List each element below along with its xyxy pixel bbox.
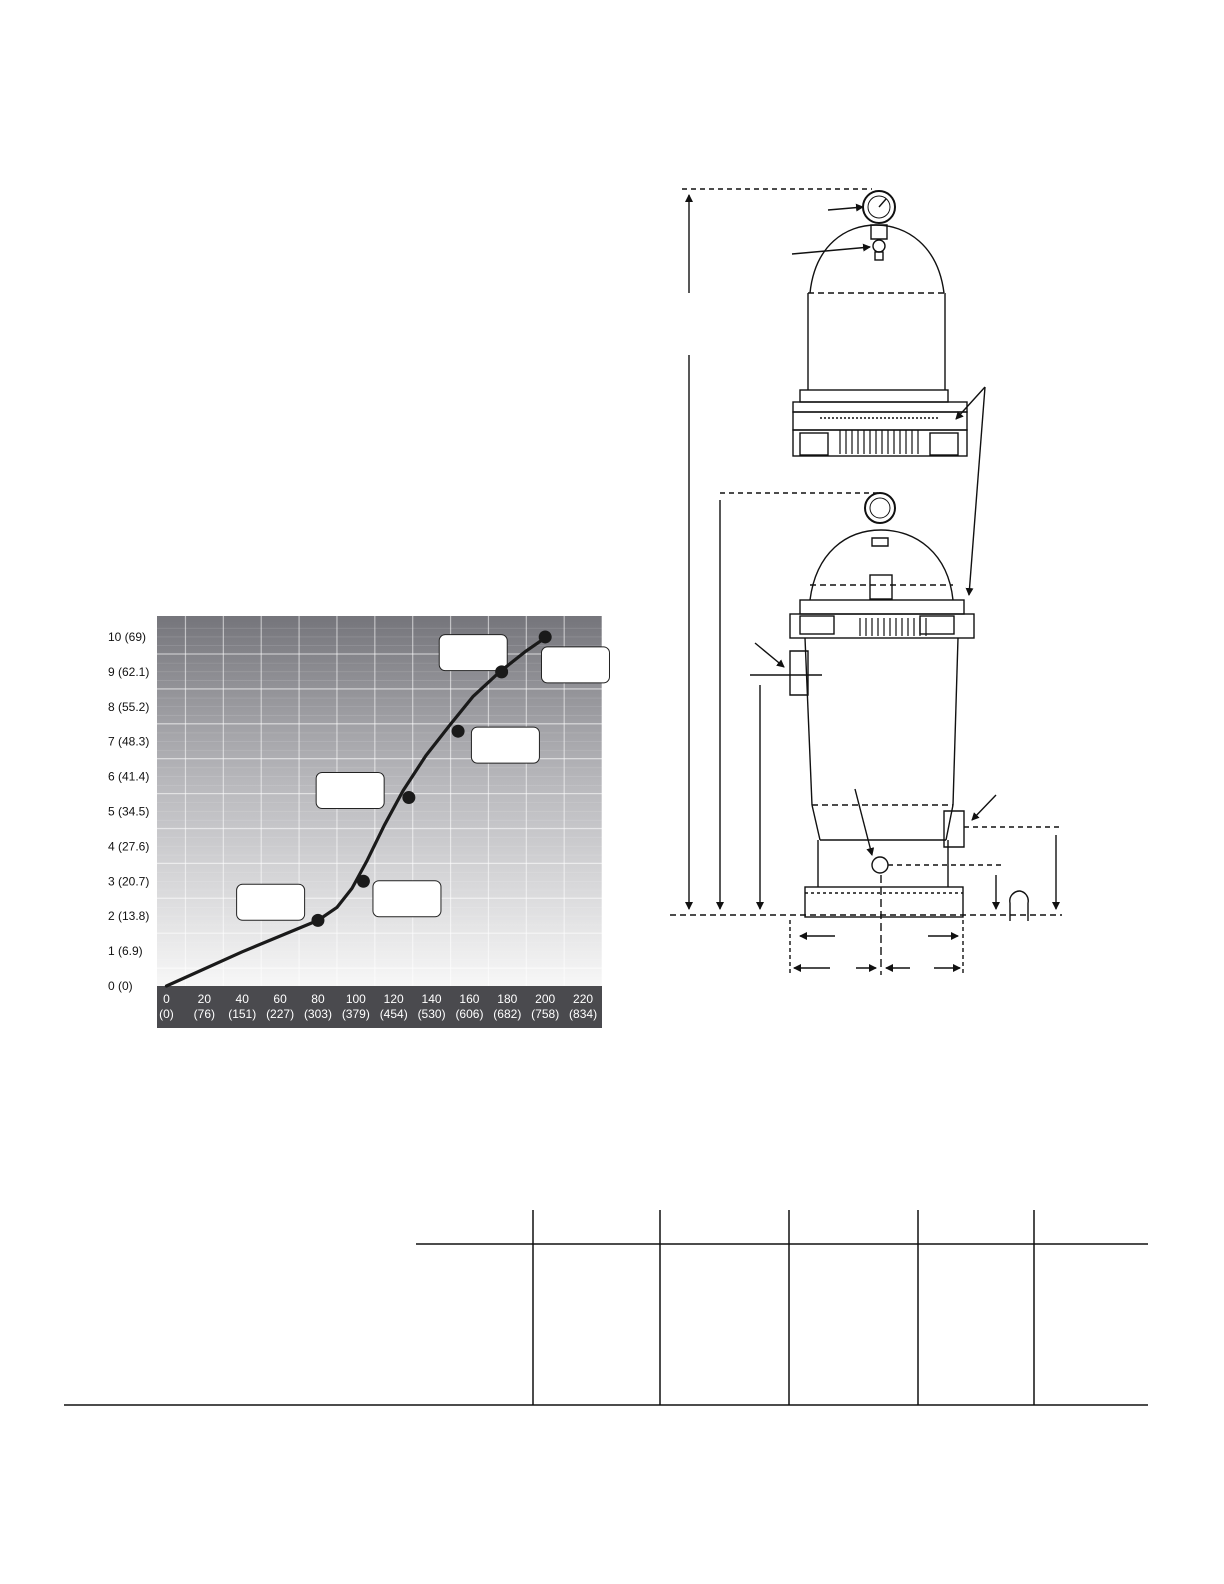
x-tick-sublabel: (303) [303, 1007, 332, 1021]
x-tick-sublabel: (834) [569, 1007, 598, 1021]
x-tick-label: 120 [383, 992, 404, 1006]
callout-box [373, 881, 441, 917]
y-tick-label: 6 (41.4) [108, 769, 150, 784]
y-tick-label: 7 (48.3) [108, 734, 150, 749]
x-tick-label: 0 [163, 992, 170, 1006]
x-tick-label: 60 [273, 992, 287, 1006]
curve-marker [452, 725, 465, 738]
x-tick-sublabel: (758) [531, 1007, 560, 1021]
x-tick-label: 220 [573, 992, 594, 1006]
curve-marker [357, 875, 370, 888]
y-tick-label: 10 (69) [108, 629, 147, 644]
y-tick-label: 5 (34.5) [108, 804, 150, 819]
x-tick-label: 180 [497, 992, 518, 1006]
x-tick-sublabel: (530) [417, 1007, 446, 1021]
x-tick-label: 100 [345, 992, 366, 1006]
callout-box [316, 773, 384, 809]
y-tick-label: 4 (27.6) [108, 839, 150, 854]
callout-box [471, 727, 539, 763]
curve-marker [311, 914, 324, 927]
pressure-gauge-icon [863, 191, 895, 223]
x-tick-label: 140 [421, 992, 442, 1006]
y-tick-label: 3 (20.7) [108, 874, 150, 889]
curve-marker [495, 665, 508, 678]
y-tick-label: 0 (0) [108, 979, 133, 993]
air-relief-valve-icon [871, 225, 887, 260]
filter-tank-icon [790, 493, 974, 917]
x-tick-sublabel: (0) [159, 1007, 174, 1021]
pressure-flow-chart [100, 610, 610, 1040]
x-tick-label: 160 [459, 992, 480, 1006]
callout-box [237, 884, 305, 920]
y-tick-label: 9 (62.1) [108, 664, 150, 679]
callout-box [439, 635, 507, 671]
x-tick-sublabel: (682) [493, 1007, 522, 1021]
x-tick-sublabel: (379) [341, 1007, 370, 1021]
x-tick-label: 80 [311, 992, 325, 1006]
y-tick-label: 2 (13.8) [108, 909, 150, 924]
callout-box [541, 647, 609, 683]
curve-marker [402, 791, 415, 804]
x-tick-sublabel: (76) [193, 1007, 216, 1021]
x-tick-sublabel: (227) [266, 1007, 295, 1021]
x-tick-label: 40 [235, 992, 249, 1006]
x-tick-label: 200 [535, 992, 556, 1006]
curve-marker [539, 630, 552, 643]
x-tick-sublabel: (454) [379, 1007, 408, 1021]
x-tick-sublabel: (151) [228, 1007, 257, 1021]
x-tick-label: 20 [197, 992, 212, 1006]
specification-table [64, 1208, 1148, 1408]
x-tick-sublabel: (606) [455, 1007, 484, 1021]
filter-dimension-diagram [660, 175, 1090, 980]
y-tick-label: 1 (6.9) [108, 944, 143, 959]
y-axis-labels [108, 630, 149, 993]
y-tick-label: 8 (55.2) [108, 699, 150, 714]
